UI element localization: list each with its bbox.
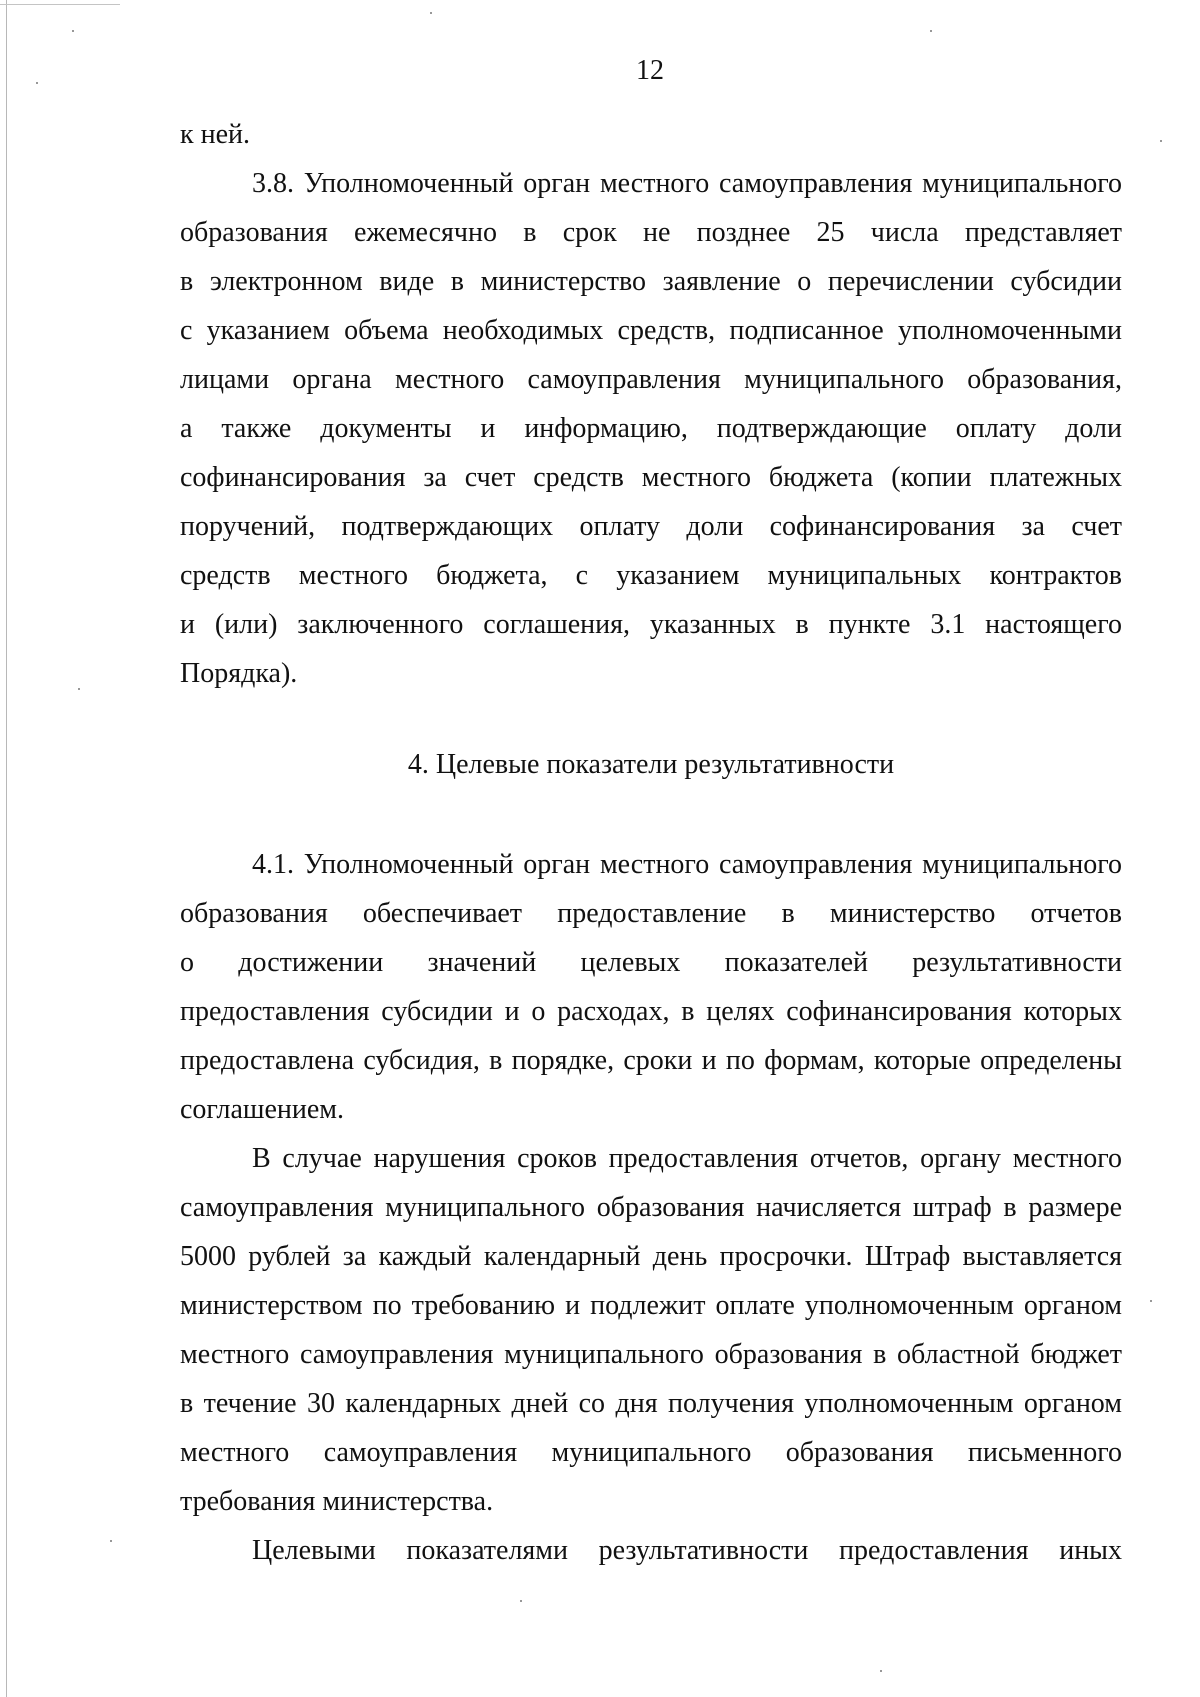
paragraph-continuation — [180, 110, 1122, 159]
text-line: местного самоуправления муниципального образования в областной бюджет — [180, 1339, 1122, 1370]
text-line: требования министерства. — [180, 1486, 494, 1517]
scan-speck — [520, 1600, 522, 1602]
section-heading-4: 4. Целевые показатели результативности — [407, 749, 895, 780]
text-line: с указанием объема необходимых средств, подписанное уполномоченными — [180, 315, 1122, 346]
paragraph-targets — [180, 1526, 1122, 1575]
scan-speck — [78, 688, 80, 690]
text-line: предоставлена субсидия, в порядке, сроки и по формам, которые определены — [180, 1045, 1122, 1076]
text-line: а также документы и информацию, подтверждающие оплату доли — [180, 413, 1122, 444]
scan-speck — [36, 82, 38, 84]
scan-speck — [430, 12, 432, 14]
text-line: министерством по требованию и подлежит оплате уполномоченным органом — [180, 1290, 1122, 1321]
scan-edge-top — [0, 4, 120, 5]
text-line: поручений, подтверждающих оплату доли софинансирования за счет — [180, 511, 1122, 542]
page-number: 12 — [636, 55, 664, 86]
text-line: Порядка). — [180, 658, 298, 689]
paragraph-4-1 — [180, 840, 1122, 1134]
scan-speck — [72, 30, 74, 32]
text-line: лицами органа местного самоуправления муниципального образования, — [180, 364, 1122, 395]
text-block-section-4 — [180, 840, 1122, 1575]
text-line: В случае нарушения сроков предоставления отчетов, органу местного — [252, 1143, 1122, 1174]
text-line: предоставления субсидии и о расходах, в целях софинансирования которых — [180, 996, 1122, 1027]
text-line: 3.8. Уполномоченный орган местного самоуправления муниципального — [252, 168, 1122, 199]
scan-speck — [110, 1540, 112, 1542]
text-line: и (или) заключенного соглашения, указанных в пункте 3.1 настоящего — [180, 609, 1122, 640]
scan-speck — [930, 30, 932, 32]
text-line: в течение 30 календарных дней со дня получения уполномоченным органом — [180, 1388, 1122, 1419]
text-line: 4.1. Уполномоченный орган местного самоуправления муниципального — [252, 849, 1122, 880]
paragraph-penalty — [180, 1134, 1122, 1526]
text-line: самоуправления муниципального образования начисляется штраф в размере — [180, 1192, 1122, 1223]
scan-speck — [1150, 1300, 1152, 1302]
scan-speck — [1160, 140, 1162, 142]
text-line: о достижении значений целевых показателей результативности — [180, 947, 1122, 978]
text-line: местного самоуправления муниципального образования письменного — [180, 1437, 1122, 1468]
scan-edge-left — [6, 0, 7, 1697]
text-line: соглашением. — [180, 1094, 344, 1125]
text-line: софинансирования за счет средств местного бюджета (копии платежных — [180, 462, 1122, 493]
text-line: в электронном виде в министерство заявление о перечислении субсидии — [180, 266, 1122, 297]
scan-speck — [880, 1670, 882, 1672]
text-line: образования ежемесячно в срок не позднее 25 числа представляет — [180, 217, 1122, 248]
text-line: 5000 рублей за каждый календарный день просрочки. Штраф выставляется — [180, 1241, 1122, 1272]
text-line: средств местного бюджета, с указанием муниципальных контрактов — [180, 560, 1122, 591]
text-line: образования обеспечивает предоставление в министерство отчетов — [180, 898, 1122, 929]
text-line: Целевыми показателями результативности предоставления иных — [252, 1535, 1122, 1566]
text-block-section-3 — [180, 110, 1122, 698]
text-line: к ней. — [180, 119, 250, 150]
paragraph-3-8 — [180, 159, 1122, 698]
